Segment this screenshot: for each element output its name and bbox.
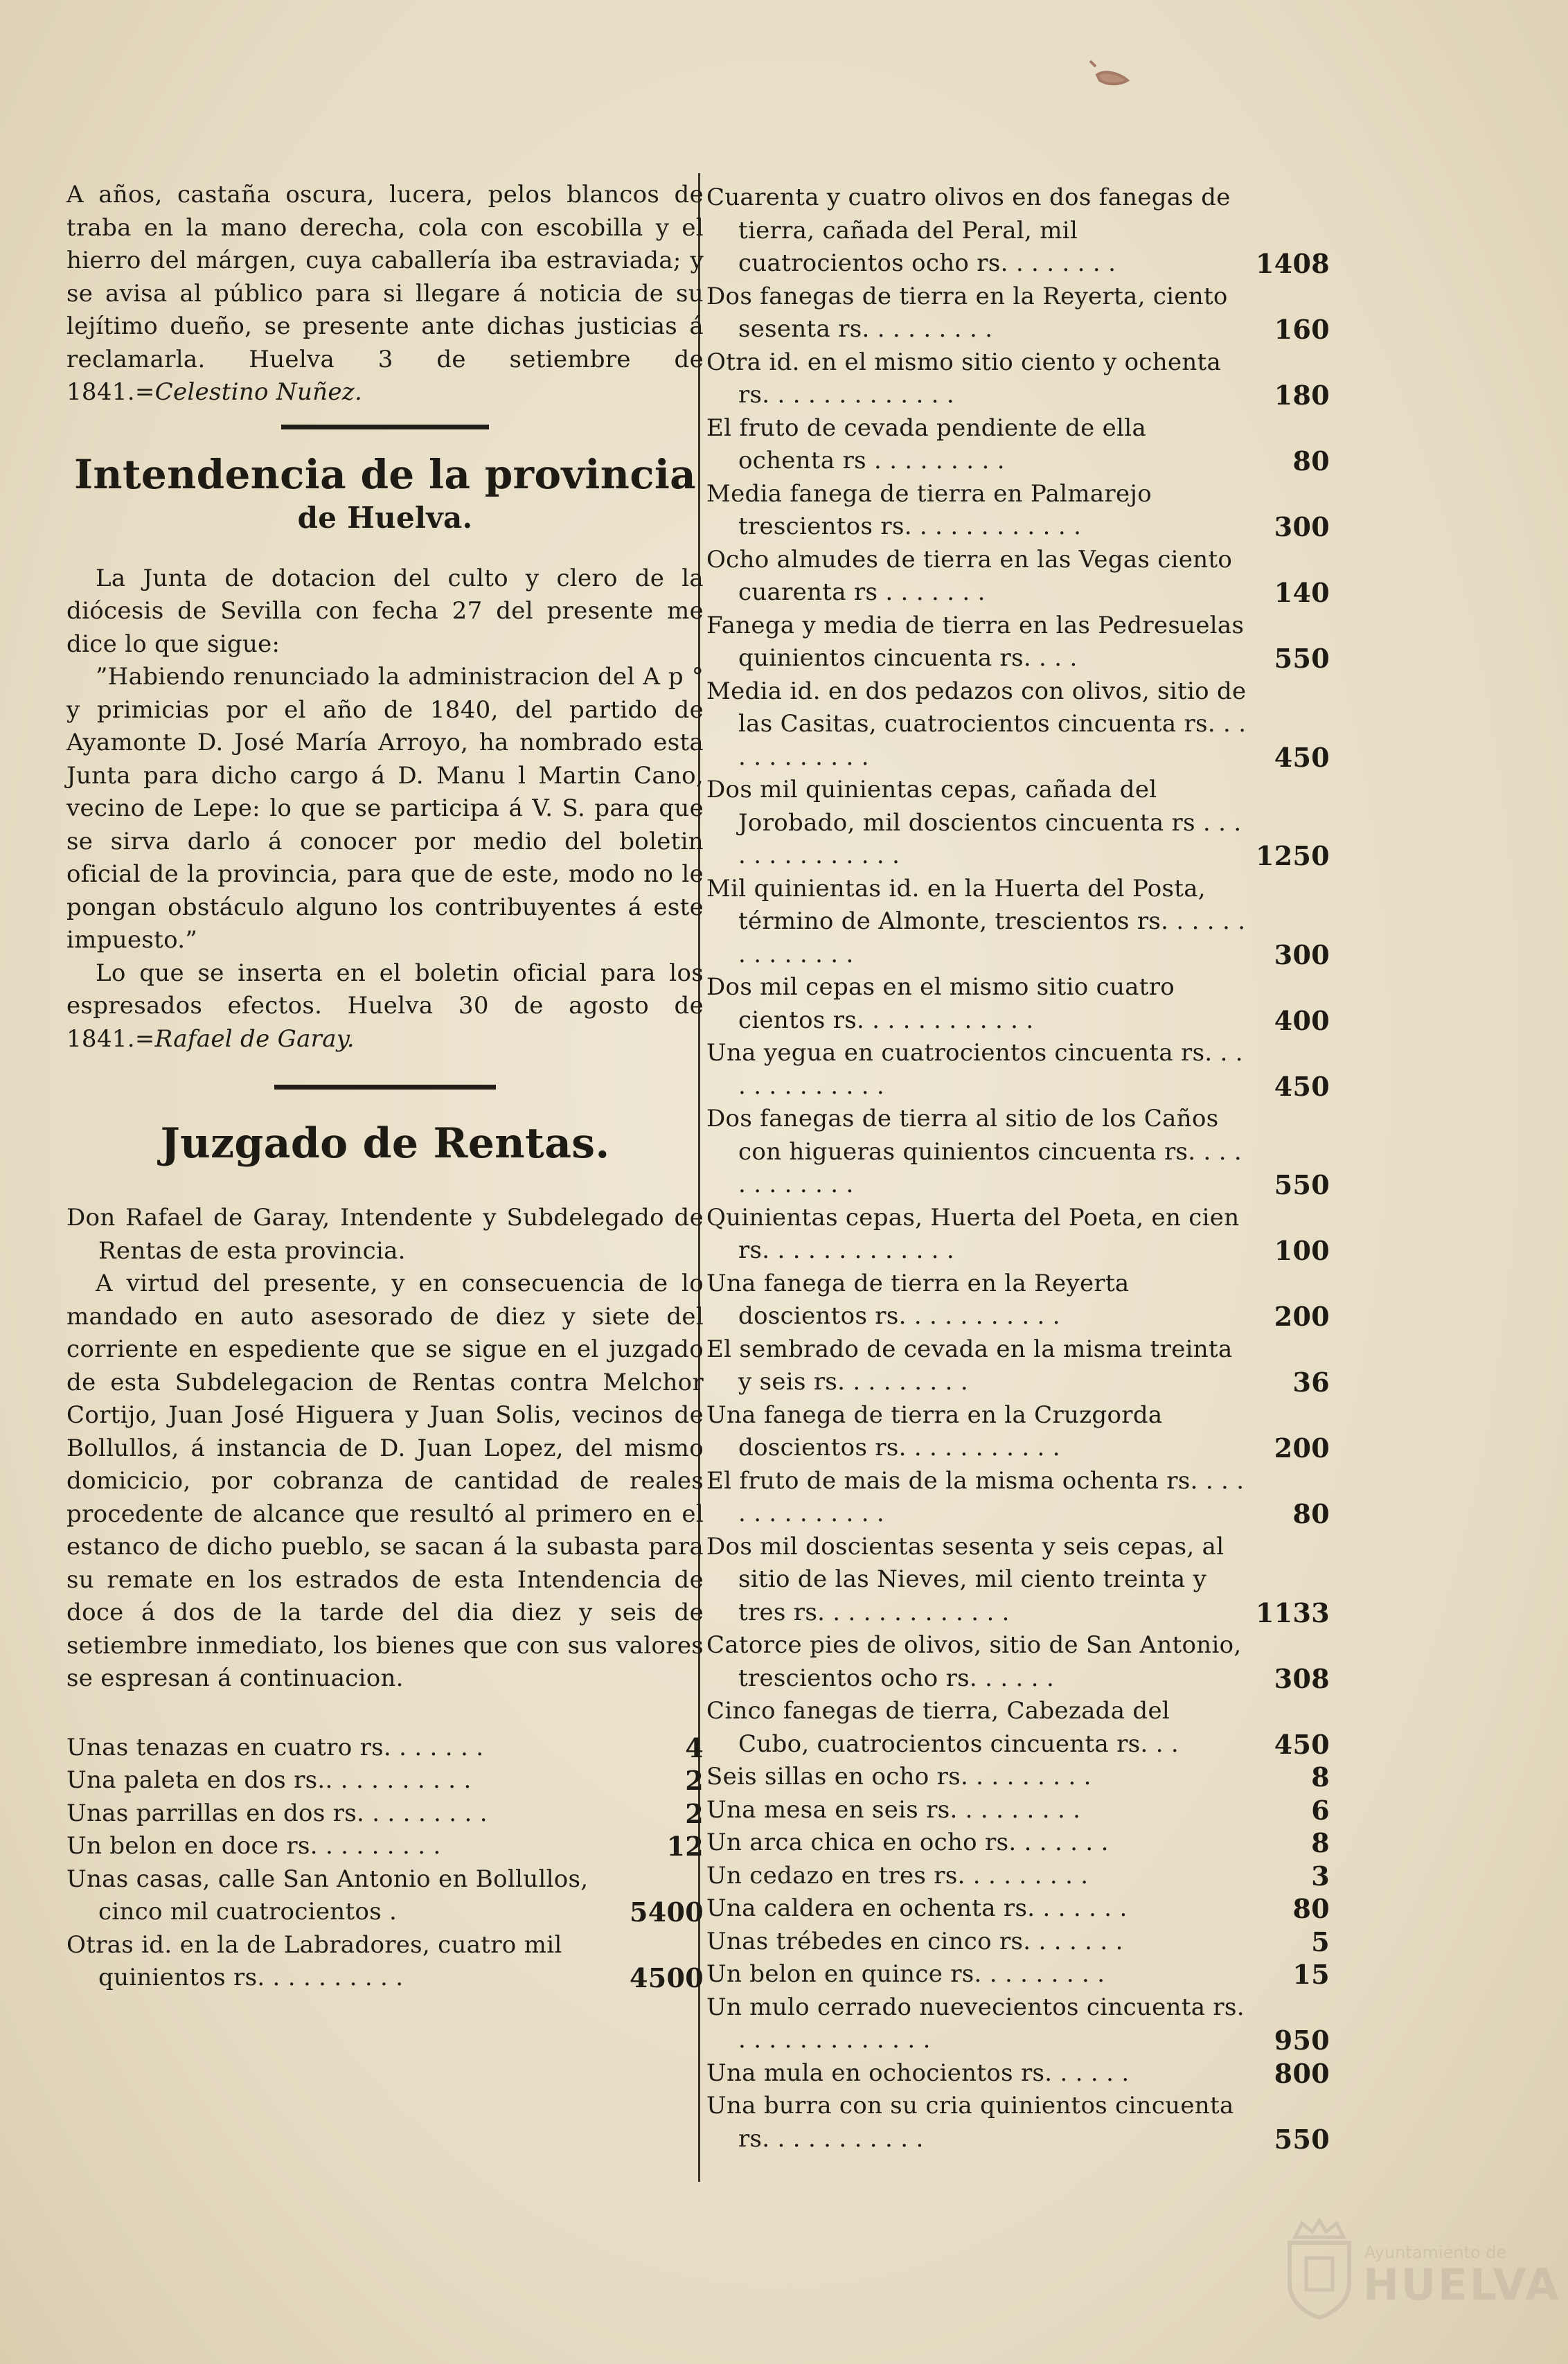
item-value: 450: [1274, 1070, 1330, 1102]
list-item: [706, 412, 1330, 478]
item-value: 300: [1274, 511, 1330, 542]
item-value: 400: [1274, 1004, 1330, 1036]
item-value: 550: [1274, 1169, 1330, 1200]
item-description: Una mesa en seis rs. . . . . . . . .: [706, 1795, 1081, 1824]
intendencia-subtitle: de Huelva.: [297, 500, 473, 535]
item-value: 800: [1274, 2057, 1330, 2089]
section-separator: [274, 1085, 496, 1090]
item-value: 4500: [630, 1962, 704, 1993]
item-description: Dos fanegas de tierra en la Reyerta, ciento sesenta rs. . . . . . . . .: [706, 282, 1228, 343]
list-item: [706, 544, 1330, 610]
item-description: Dos mil quinientas cepas, cañada del Jorobado, mil doscientos cincuenta rs . . . . . . . . . . . . . .: [706, 776, 1242, 869]
item-value: 200: [1274, 1432, 1330, 1464]
item-value: 140: [1274, 577, 1330, 608]
list-item: [706, 1333, 1330, 1399]
intendencia-paragraph-1: La Junta de dotacion del culto y clero de la diócesis de Sevilla con fecha 27 del presente me dice lo que sigue:: [66, 564, 704, 658]
list-item: [706, 1531, 1330, 1630]
item-value: 2: [685, 1797, 704, 1829]
item-description: Una paleta en dos rs.. . . . . . . . . .: [66, 1766, 472, 1794]
right-column: [706, 181, 1330, 2156]
list-item: [706, 1629, 1330, 1695]
item-value: 15: [1292, 1959, 1330, 1990]
list-item: [706, 774, 1330, 873]
item-value: 6: [1311, 1794, 1330, 1826]
item-value: 180: [1274, 380, 1330, 411]
list-item: [706, 971, 1330, 1037]
juzgado-paragraph-1: Don Rafael de Garay, Intendente y Subdelegado de Rentas de esta provincia.: [66, 1204, 704, 1265]
item-value: 80: [1292, 1498, 1330, 1529]
item-description: Una fanega de tierra en la Cruzgorda doscientos rs. . . . . . . . . . .: [706, 1401, 1163, 1461]
left-column: [66, 179, 704, 1995]
item-description: Media id. en dos pedazos con olivos, sitio de las Casitas, cuatrocientos cincuenta rs. . . . . . . . . . . .: [706, 677, 1247, 771]
item-description: Ocho almudes de tierra en las Vegas ciento cuarenta rs . . . . . . .: [706, 545, 1233, 606]
item-description: Una caldera en ochenta rs. . . . . . .: [706, 1894, 1128, 1922]
item-description: Una fanega de tierra en la Reyerta doscientos rs. . . . . . . . . . .: [706, 1269, 1130, 1330]
list-item: [706, 1892, 1330, 1926]
item-value: 1408: [1256, 248, 1330, 279]
list-item: [66, 1929, 704, 1995]
item-value: 36: [1292, 1367, 1330, 1398]
item-description: Unas casas, calle San Antonio en Bollullos, cinco mil cuatrocientos .: [66, 1865, 589, 1926]
item-value: 5: [1311, 1926, 1330, 1957]
list-item: [66, 1797, 704, 1831]
item-description: Un cedazo en tres rs. . . . . . . . .: [706, 1861, 1089, 1890]
item-description: Una burra con su cria quinientos cincuenta rs. . . . . . . . . . .: [706, 2092, 1234, 2153]
item-value: 1133: [1256, 1597, 1330, 1628]
item-value: 550: [1274, 643, 1330, 674]
item-value: 950: [1274, 2025, 1330, 2056]
list-item: [706, 1465, 1330, 1531]
item-value: 450: [1274, 1728, 1330, 1760]
item-value: 160: [1274, 314, 1330, 345]
list-item: [66, 1732, 704, 1765]
item-value: 200: [1274, 1301, 1330, 1332]
item-description: Unas tenazas en cuatro rs. . . . . . .: [66, 1733, 484, 1761]
item-description: Otra id. en el mismo sitio ciento y ochenta rs. . . . . . . . . . . . .: [706, 348, 1222, 409]
list-item: [706, 1103, 1330, 1202]
ayuntamiento-watermark: [1274, 2216, 1561, 2327]
list-item: [706, 610, 1330, 675]
juzgado-title: Juzgado de Rentas.: [160, 1119, 610, 1168]
list-item: [706, 1268, 1330, 1333]
item-description: Dos mil doscientas sesenta y seis cepas, al sitio de las Nieves, mil ciento treinta y tres rs. . . . . . . . . . . . .: [706, 1532, 1224, 1626]
intendencia-paragraph-3: Lo que se inserta en el boletin oficial para los espresados efectos. Huelva 30 de agosto de 1841.=Rafael de Garay.: [66, 959, 704, 1053]
item-value: 3: [1311, 1860, 1330, 1892]
list-item: [706, 1761, 1330, 1794]
item-description: El fruto de cevada pendiente de ella ochenta rs . . . . . . . . .: [706, 414, 1147, 474]
item-description: Unas parrillas en dos rs. . . . . . . . .: [66, 1799, 488, 1827]
item-value: 80: [1292, 445, 1330, 477]
list-item: [706, 1827, 1330, 1860]
item-value: 1250: [1256, 840, 1330, 871]
list-item: [706, 1695, 1330, 1761]
item-description: Una yegua en cuatrocientos cincuenta rs. . . . . . . . . . . . .: [706, 1039, 1243, 1100]
list-item: [706, 1860, 1330, 1893]
list-item: [66, 1764, 704, 1797]
item-description: Unas trébedes en cinco rs. . . . . . .: [706, 1927, 1123, 1955]
section-separator: [281, 425, 489, 429]
item-value: 300: [1274, 939, 1330, 970]
juzgado-paragraph-2: A virtud del presente, y en consecuencia de lo mandado en auto asesorado de diez y siete del corriente en espediente que se sigue en el juzgado de esta Subdelegacion de Rentas contra Melchor Cortijo, Juan José Higuera y Juan Solis, vecinos de Bollullos, á instancia de D. Juan Lopez, del mismo domicicio, por cobranza de cantidad de reales procedente de alcance que resultó al primero en el estanco de dicho pueblo, se sacan á la subasta para su remate en los estrados de esta Intendencia de doce á dos de la tarde del dia diez y seis de setiembre inmediato, los bienes que con sus valores se espresan á continuacion.: [66, 1270, 704, 1692]
item-description: Un arca chica en ocho rs. . . . . . .: [706, 1829, 1109, 1856]
item-value: 4: [685, 1732, 704, 1763]
item-value: 8: [1311, 1827, 1330, 1858]
list-item: [706, 1202, 1330, 1268]
list-item: [706, 1794, 1330, 1827]
list-item: [706, 1991, 1330, 2057]
item-description: Media fanega de tierra en Palmarejo trescientos rs. . . . . . . . . . . .: [706, 479, 1152, 540]
watermark-title: HUELVA: [1363, 2259, 1561, 2310]
item-description: Quinientas cepas, Huerta del Poeta, en cien rs. . . . . . . . . . . . .: [706, 1203, 1240, 1264]
item-description: Seis sillas en ocho rs. . . . . . . . .: [706, 1763, 1092, 1790]
item-description: Mil quinientas id. en la Huerta del Posta, término de Almonte, trescientos rs. . . . . . . . . . . . . .: [706, 874, 1246, 968]
intendencia-title: Intendencia de la provincia: [73, 450, 697, 498]
coat-of-arms-icon: [1281, 2216, 1357, 2320]
list-item: [706, 675, 1330, 774]
item-value: 100: [1274, 1235, 1330, 1266]
list-item: [706, 281, 1330, 346]
item-value: 2: [685, 1765, 704, 1796]
item-value: 12: [666, 1831, 704, 1862]
list-item: [706, 478, 1330, 544]
item-description: Cuarenta y cuatro olivos en dos fanegas de tierra, cañada del Peral, mil cuatrocientos ocho rs. . . . . . . .: [706, 184, 1231, 277]
list-item: [706, 2090, 1330, 2156]
item-description: Cinco fanegas de tierra, Cabezada del Cubo, cuatrocientos cincuenta rs. . .: [706, 1697, 1179, 1758]
item-description: Un mulo cerrado nuevecientos cincuenta rs. . . . . . . . . . . . . .: [706, 1993, 1245, 2054]
left-item-list: [66, 1732, 704, 1995]
intendencia-paragraph-2: ”Habiendo renunciado la administracion del A p ° y primicias por el año de 1840, del partido de Ayamonte D. José María Arroyo, ha nombrado esta Junta para dicho cargo á D. Manu l Martin Cano, vecino de Lepe: lo que se participa á V. S. para que se sirva darlo á conocer por medio del boletin oficial de la provincia, para que de este, modo no le pongan obstáculo alguno los contribuyentes á este impuesto.”: [66, 663, 704, 954]
list-item: [706, 346, 1330, 412]
item-description: Fanega y media de tierra en las Pedresuelas quinientos cincuenta rs. . . .: [706, 611, 1245, 672]
list-item: [706, 873, 1330, 972]
item-description: Una mula en ochocientos rs. . . . . .: [706, 2059, 1130, 2087]
item-value: 308: [1274, 1662, 1330, 1694]
item-description: Un belon en quince rs. . . . . . . . .: [706, 1960, 1105, 1988]
item-value: 450: [1274, 741, 1330, 773]
ink-mark-icon: [1085, 54, 1140, 96]
item-description: Dos fanegas de tierra al sitio de los Caños con higueras quinientos cincuenta rs. . . . . . . . . . . .: [706, 1105, 1242, 1198]
list-item: [706, 181, 1330, 281]
item-value: 80: [1292, 1893, 1330, 1924]
list-item: [706, 1399, 1330, 1465]
intro-paragraph: A años, castaña oscura, lucera, pelos blancos de traba en la mano derecha, cola con escobilla y el hierro del márgen, cuya caballería iba estraviada; y se avisa al público para si llegare á noticia de su lejítimo dueño, se presente ante dichas justicias á reclamarla. Huelva 3 de setiembre de 1841.=Celestino Nuñez.: [66, 181, 704, 406]
list-item: [706, 1037, 1330, 1103]
watermark-subtitle: Ayuntamiento de: [1364, 2243, 1507, 2262]
list-item: [66, 1863, 704, 1929]
item-value: 8: [1311, 1761, 1330, 1793]
item-description: Dos mil cepas en el mismo sitio cuatro cientos rs. . . . . . . . . . . .: [706, 973, 1175, 1034]
item-description: Un belon en doce rs. . . . . . . . .: [66, 1832, 441, 1860]
item-description: El sembrado de cevada en la misma treinta y seis rs. . . . . . . . .: [706, 1335, 1233, 1396]
item-description: Otras id. en la de Labradores, cuatro mil quinientos rs. . . . . . . . . .: [66, 1930, 562, 1991]
list-item: [706, 1958, 1330, 1991]
item-value: 550: [1274, 2123, 1330, 2155]
list-item: [706, 1926, 1330, 1959]
item-description: Catorce pies de olivos, sitio de San Antonio, trescientos ocho rs. . . . . .: [706, 1631, 1242, 1692]
item-description: El fruto de mais de la misma ochenta rs. . . . . . . . . . . . . .: [706, 1466, 1245, 1527]
list-item: [66, 1830, 704, 1863]
list-item: [706, 2057, 1330, 2090]
item-value: 5400: [630, 1896, 704, 1928]
